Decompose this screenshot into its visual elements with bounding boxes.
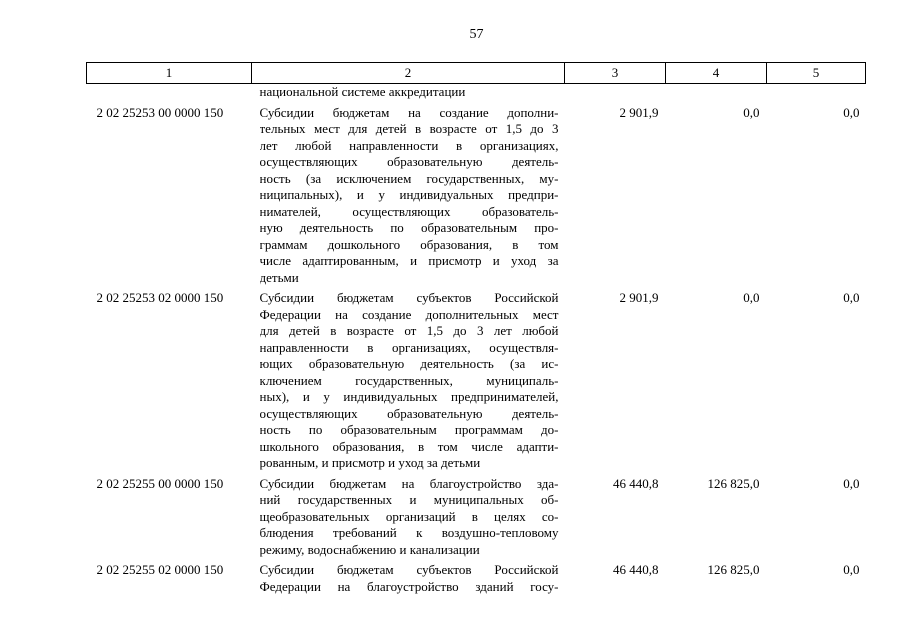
table-row <box>87 472 866 559</box>
table-row <box>87 286 866 472</box>
budget-item-name-line: ную деятельность по образовательным про- <box>259 220 559 235</box>
budget-item-name-line: блюдения требований к воздушно-тепловому <box>259 525 559 540</box>
header-col-1: 1 <box>87 63 252 84</box>
table-row <box>87 558 866 595</box>
amount-col5: 0,0 <box>843 562 860 577</box>
budget-item-name-line: осуществляющих образовательную деятель- <box>259 405 559 421</box>
budget-item-name-line: для детей в возрасте от 1,5 до 3 лет любой <box>259 323 559 338</box>
amount-col3: 2 901,9 <box>619 290 659 305</box>
amount-col3: 46 440,8 <box>613 475 659 491</box>
amount-col4: 0,0 <box>743 290 760 305</box>
header-col-2: 2 <box>252 63 565 84</box>
budget-item-name <box>252 101 565 287</box>
budget-item-name-line: рованным, и присмотр и уход за детьми <box>259 455 481 470</box>
amount-col3: 2 901,9 <box>619 104 659 120</box>
budget-item-name-line: числе адаптированным, и присмотр и уход за <box>259 253 559 268</box>
continuation-col3 <box>565 84 666 101</box>
amount-col5: 0,0 <box>843 104 860 120</box>
table-body <box>87 84 866 596</box>
budget-item-name-line: школьного образования, в том числе адапти- <box>259 438 559 454</box>
amount-col5: 0,0 <box>843 475 860 491</box>
header-col-4: 4 <box>666 63 767 84</box>
budget-item-name <box>252 472 565 559</box>
amount-col4: 126 825,0 <box>707 475 760 491</box>
budget-item-name <box>252 558 565 595</box>
budget-item-name-line: осуществляющих образовательную деятель- <box>259 154 559 169</box>
budget-item-name-line: ных), и у индивидуальных предпринимателей, <box>259 389 559 404</box>
budget-table-container <box>86 62 865 595</box>
budget-item-name-line: Субсидии бюджетам субъектов Российской <box>259 562 559 577</box>
budget-item-name-line: ключением государственных, муниципаль- <box>259 372 559 388</box>
amount-col4: 0,0 <box>743 104 760 120</box>
amount-col5: 0,0 <box>843 290 860 305</box>
budget-item-name-line: ний государственных и муниципальных об- <box>259 492 559 507</box>
budget-item-name-line: тельных мест для детей в возрасте от 1,5 до 3 <box>259 121 559 136</box>
table-row <box>87 101 866 287</box>
budget-item-name-line: ность по образовательным программам до- <box>259 422 559 437</box>
budget-table <box>86 62 866 595</box>
budget-item-name-line: Субсидии бюджетам на создание дополни- <box>259 104 559 120</box>
budget-item-name-line: направленности в организациях, осуществля- <box>259 339 559 355</box>
budget-code: 2 02 25255 02 0000 150 <box>96 562 224 577</box>
budget-item-name-line: ющих образовательную деятельность (за ис- <box>259 356 559 371</box>
budget-item-name-line: лет любой направленности в организациях, <box>259 137 559 153</box>
budget-item-name-line: режиму, водоснабжению и канализации <box>259 541 480 557</box>
budget-item-name-line: Федерации на создание дополнительных мест <box>259 306 559 322</box>
budget-item-name-line: граммам дошкольного образования, в том <box>259 236 559 252</box>
continuation-code-cell <box>87 84 252 101</box>
budget-item-name-line: Субсидии бюджетам на благоустройство зда- <box>259 475 559 491</box>
header-col-5: 5 <box>767 63 866 84</box>
budget-item-name-line: ниципальных), и у индивидуальных предпри- <box>259 187 559 202</box>
budget-item-name-line: ность (за исключением государственных, му- <box>259 170 559 186</box>
budget-item-name-line: щеобразовательных организаций в целях со- <box>259 508 559 524</box>
budget-code: 2 02 25253 00 0000 150 <box>96 104 224 120</box>
continuation-col4 <box>666 84 767 101</box>
budget-item-name-line: Субсидии бюджетам субъектов Российской <box>259 290 559 305</box>
continuation-col5 <box>767 84 866 101</box>
header-col-3: 3 <box>565 63 666 84</box>
page-number: 57 <box>469 27 484 42</box>
amount-col3: 46 440,8 <box>613 562 659 577</box>
budget-item-name <box>252 286 565 472</box>
continuation-text: национальной системе аккредитации <box>259 84 466 99</box>
table-header <box>87 63 866 84</box>
continuation-row <box>87 84 866 101</box>
budget-item-name-line: Федерации на благоустройство зданий госу- <box>259 578 559 594</box>
budget-code: 2 02 25255 00 0000 150 <box>96 475 224 491</box>
budget-item-name-line: нимателей, осуществляющих образователь- <box>259 203 559 219</box>
amount-col4: 126 825,0 <box>707 562 760 577</box>
budget-item-name-line: детьми <box>259 269 299 285</box>
header-row <box>87 63 866 84</box>
budget-code: 2 02 25253 02 0000 150 <box>96 290 224 305</box>
